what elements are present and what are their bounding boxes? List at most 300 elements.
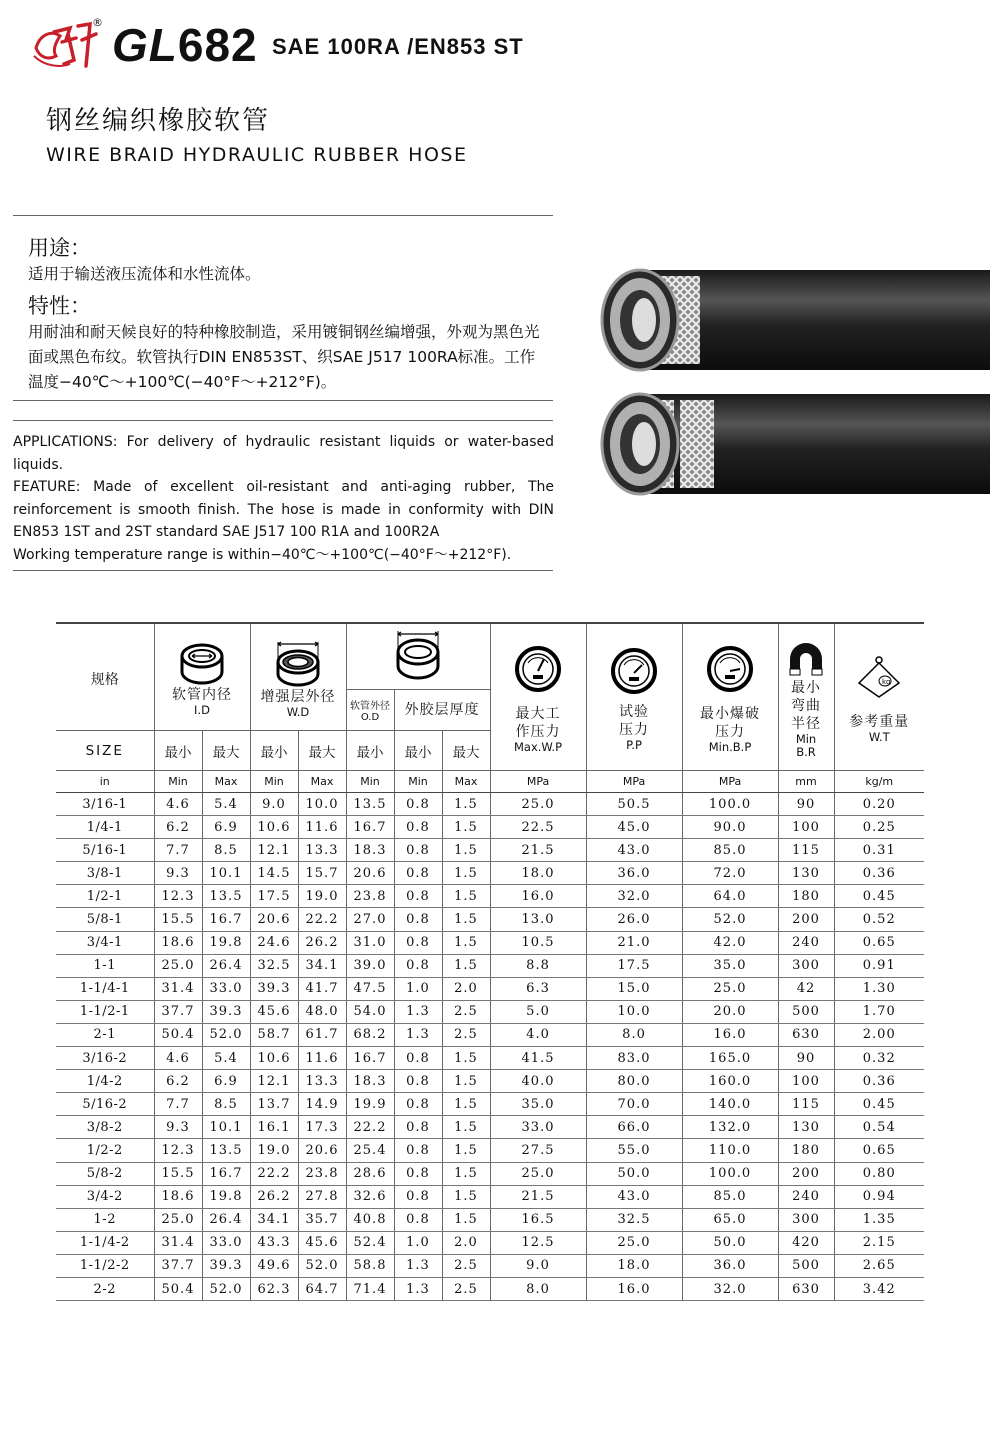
value-cell: 39.3 bbox=[250, 977, 298, 1000]
value-cell: 5.0 bbox=[490, 1000, 586, 1023]
value-cell: 65.0 bbox=[682, 1208, 778, 1231]
value-cell: 26.0 bbox=[586, 908, 682, 931]
value-cell: 0.20 bbox=[834, 793, 924, 816]
value-cell: 1.5 bbox=[442, 1162, 490, 1185]
table-row bbox=[56, 1023, 924, 1046]
value-cell: 2.5 bbox=[442, 1277, 490, 1300]
value-cell: 10.5 bbox=[490, 931, 586, 954]
value-cell: 27.5 bbox=[490, 1139, 586, 1162]
value-cell: 32.6 bbox=[346, 1185, 394, 1208]
svg-text:kg: kg bbox=[882, 677, 891, 686]
value-cell: 0.8 bbox=[394, 954, 442, 977]
value-cell: 26.4 bbox=[202, 1208, 250, 1231]
value-cell: 1.5 bbox=[442, 1139, 490, 1162]
value-cell: 1.5 bbox=[442, 839, 490, 862]
value-cell: 0.32 bbox=[834, 1047, 924, 1070]
value-cell: 23.8 bbox=[298, 1162, 346, 1185]
value-cell: 32.5 bbox=[250, 954, 298, 977]
unit-max: Max bbox=[442, 771, 490, 793]
value-cell: 100.0 bbox=[682, 1162, 778, 1185]
weight-icon bbox=[855, 655, 903, 699]
value-cell: 55.0 bbox=[586, 1139, 682, 1162]
value-cell: 0.31 bbox=[834, 839, 924, 862]
cover-min-header: 最小 bbox=[394, 731, 442, 771]
unit-min: Min bbox=[250, 771, 298, 793]
spec-cell: 1/4-2 bbox=[56, 1070, 154, 1093]
hose-image bbox=[600, 268, 990, 372]
title-chinese: 钢丝编织橡胶软管 bbox=[46, 106, 271, 136]
value-cell: 100.0 bbox=[682, 793, 778, 816]
value-cell: 1.5 bbox=[442, 1116, 490, 1139]
unit-in: in bbox=[56, 771, 154, 793]
value-cell: 72.0 bbox=[682, 862, 778, 885]
value-cell: 18.3 bbox=[346, 839, 394, 862]
value-cell: 58.7 bbox=[250, 1023, 298, 1046]
inner-diameter-header: 软管内径 I.D bbox=[154, 623, 250, 731]
wd-max-header: 最大 bbox=[298, 731, 346, 771]
value-cell: 180 bbox=[778, 885, 834, 908]
value-cell: 13.3 bbox=[298, 1070, 346, 1093]
value-cell: 6.9 bbox=[202, 1070, 250, 1093]
value-cell: 20.6 bbox=[250, 908, 298, 931]
spec-cell: 3/16-2 bbox=[56, 1047, 154, 1070]
value-cell: 32.0 bbox=[682, 1277, 778, 1300]
value-cell: 0.52 bbox=[834, 908, 924, 931]
table-row bbox=[56, 1231, 924, 1254]
applications-heading-cn: 用途： bbox=[28, 236, 91, 260]
value-cell: 300 bbox=[778, 1208, 834, 1231]
value-cell: 100 bbox=[778, 1070, 834, 1093]
value-cell: 64.7 bbox=[298, 1277, 346, 1300]
value-cell: 0.36 bbox=[834, 1070, 924, 1093]
value-cell: 43.0 bbox=[586, 839, 682, 862]
table-row bbox=[56, 862, 924, 885]
value-cell: 1.30 bbox=[834, 977, 924, 1000]
value-cell: 13.5 bbox=[346, 793, 394, 816]
table-row bbox=[56, 1047, 924, 1070]
value-cell: 32.0 bbox=[586, 885, 682, 908]
value-cell: 16.0 bbox=[490, 885, 586, 908]
od-min-header: 最小 bbox=[346, 731, 394, 771]
value-cell: 1.5 bbox=[442, 793, 490, 816]
header-row-units bbox=[56, 771, 924, 793]
divider bbox=[13, 215, 553, 216]
value-cell: 22.5 bbox=[490, 816, 586, 839]
value-cell: 20.0 bbox=[682, 1000, 778, 1023]
divider bbox=[13, 420, 553, 421]
value-cell: 1.5 bbox=[442, 885, 490, 908]
value-cell: 12.1 bbox=[250, 839, 298, 862]
value-cell: 62.3 bbox=[250, 1277, 298, 1300]
value-cell: 10.1 bbox=[202, 1116, 250, 1139]
value-cell: 1.0 bbox=[394, 1231, 442, 1254]
value-cell: 40.0 bbox=[490, 1070, 586, 1093]
table-row bbox=[56, 1162, 924, 1185]
value-cell: 19.0 bbox=[298, 885, 346, 908]
value-cell: 25.0 bbox=[586, 1231, 682, 1254]
spec-cell: 3/4-1 bbox=[56, 931, 154, 954]
value-cell: 54.0 bbox=[346, 1000, 394, 1023]
spec-cell: 5/16-1 bbox=[56, 839, 154, 862]
size-header: SIZE bbox=[56, 731, 154, 771]
value-cell: 420 bbox=[778, 1231, 834, 1254]
working-pressure-header: 最大工 作压力 Max.W.P bbox=[490, 623, 586, 771]
value-cell: 6.2 bbox=[154, 816, 202, 839]
value-cell: 1.5 bbox=[442, 1208, 490, 1231]
value-cell: 18.0 bbox=[490, 862, 586, 885]
value-cell: 28.6 bbox=[346, 1162, 394, 1185]
burst-pressure-header: 最小爆破 压力 Min.B.P bbox=[682, 623, 778, 771]
model-standard: SAE 100RA /EN853 ST bbox=[272, 34, 524, 59]
value-cell: 50.0 bbox=[682, 1231, 778, 1254]
value-cell: 9.3 bbox=[154, 1116, 202, 1139]
value-cell: 0.8 bbox=[394, 862, 442, 885]
value-cell: 9.0 bbox=[490, 1254, 586, 1277]
value-cell: 21.5 bbox=[490, 839, 586, 862]
weight-header: kg 参考重量 W.T bbox=[834, 623, 924, 771]
spec-cell: 2-1 bbox=[56, 1023, 154, 1046]
id-max-header: 最大 bbox=[202, 731, 250, 771]
spec-header: 规格 bbox=[56, 623, 154, 731]
table-row bbox=[56, 977, 924, 1000]
value-cell: 47.5 bbox=[346, 977, 394, 1000]
divider bbox=[13, 570, 553, 571]
value-cell: 6.9 bbox=[202, 816, 250, 839]
value-cell: 27.0 bbox=[346, 908, 394, 931]
value-cell: 43.3 bbox=[250, 1231, 298, 1254]
value-cell: 20.6 bbox=[298, 1139, 346, 1162]
value-cell: 39.0 bbox=[346, 954, 394, 977]
value-cell: 26.2 bbox=[298, 931, 346, 954]
value-cell: 50.0 bbox=[586, 1162, 682, 1185]
value-cell: 0.8 bbox=[394, 1162, 442, 1185]
value-cell: 25.0 bbox=[154, 1208, 202, 1231]
value-cell: 45.0 bbox=[586, 816, 682, 839]
table-row bbox=[56, 1139, 924, 1162]
value-cell: 0.8 bbox=[394, 1185, 442, 1208]
value-cell: 1.5 bbox=[442, 816, 490, 839]
value-cell: 115 bbox=[778, 839, 834, 862]
value-cell: 40.8 bbox=[346, 1208, 394, 1231]
spec-cell: 3/8-2 bbox=[56, 1116, 154, 1139]
value-cell: 48.0 bbox=[298, 1000, 346, 1023]
bend-radius-header: 最小 弯曲 半径 Min B.R bbox=[778, 623, 834, 771]
value-cell: 58.8 bbox=[346, 1254, 394, 1277]
table-row bbox=[56, 931, 924, 954]
value-cell: 2.0 bbox=[442, 1231, 490, 1254]
value-cell: 7.7 bbox=[154, 839, 202, 862]
value-cell: 15.0 bbox=[586, 977, 682, 1000]
divider bbox=[13, 400, 553, 401]
value-cell: 11.6 bbox=[298, 816, 346, 839]
value-cell: 110.0 bbox=[682, 1139, 778, 1162]
value-cell: 36.0 bbox=[586, 862, 682, 885]
value-cell: 41.5 bbox=[490, 1047, 586, 1070]
value-cell: 68.2 bbox=[346, 1023, 394, 1046]
value-cell: 50.4 bbox=[154, 1023, 202, 1046]
value-cell: 19.0 bbox=[250, 1139, 298, 1162]
pressure-gauge-icon bbox=[610, 647, 658, 695]
value-cell: 15.5 bbox=[154, 908, 202, 931]
value-cell: 0.8 bbox=[394, 1116, 442, 1139]
bend-radius-magnet-icon bbox=[784, 639, 828, 679]
value-cell: 0.80 bbox=[834, 1162, 924, 1185]
value-cell: 17.3 bbox=[298, 1116, 346, 1139]
value-cell: 0.91 bbox=[834, 954, 924, 977]
value-cell: 70.0 bbox=[586, 1093, 682, 1116]
value-cell: 0.8 bbox=[394, 793, 442, 816]
value-cell: 33.0 bbox=[202, 977, 250, 1000]
value-cell: 2.5 bbox=[442, 1000, 490, 1023]
value-cell: 16.7 bbox=[202, 908, 250, 931]
value-cell: 0.36 bbox=[834, 862, 924, 885]
unit-min: Min bbox=[154, 771, 202, 793]
wire-diameter-icon bbox=[273, 640, 323, 688]
value-cell: 49.6 bbox=[250, 1254, 298, 1277]
table-row bbox=[56, 954, 924, 977]
value-cell: 12.3 bbox=[154, 885, 202, 908]
value-cell: 16.1 bbox=[250, 1116, 298, 1139]
value-cell: 1.3 bbox=[394, 1254, 442, 1277]
spec-cell: 1-1/4-2 bbox=[56, 1231, 154, 1254]
value-cell: 37.7 bbox=[154, 1254, 202, 1277]
value-cell: 80.0 bbox=[586, 1070, 682, 1093]
value-cell: 9.3 bbox=[154, 862, 202, 885]
table-row bbox=[56, 839, 924, 862]
value-cell: 23.8 bbox=[346, 885, 394, 908]
value-cell: 10.1 bbox=[202, 862, 250, 885]
spec-table bbox=[56, 622, 924, 1301]
value-cell: 45.6 bbox=[298, 1231, 346, 1254]
value-cell: 200 bbox=[778, 1162, 834, 1185]
value-cell: 19.8 bbox=[202, 1185, 250, 1208]
value-cell: 85.0 bbox=[682, 839, 778, 862]
temperature-text-en: Working temperature range is within−40℃～+100℃(−40°F～+212°F). bbox=[13, 546, 512, 563]
value-cell: 90 bbox=[778, 793, 834, 816]
value-cell: 0.25 bbox=[834, 816, 924, 839]
value-cell: 200 bbox=[778, 908, 834, 931]
table-row bbox=[56, 1277, 924, 1300]
value-cell: 160.0 bbox=[682, 1070, 778, 1093]
outer-diameter-header: 软管外径 O.D 外胶层厚度 bbox=[346, 623, 490, 731]
spec-cell: 1-1 bbox=[56, 954, 154, 977]
value-cell: 52.0 bbox=[682, 908, 778, 931]
spec-cell: 2-2 bbox=[56, 1277, 154, 1300]
value-cell: 140.0 bbox=[682, 1093, 778, 1116]
value-cell: 35.0 bbox=[490, 1093, 586, 1116]
unit-mpa: MPa bbox=[586, 771, 682, 793]
value-cell: 180 bbox=[778, 1139, 834, 1162]
value-cell: 5.4 bbox=[202, 1047, 250, 1070]
value-cell: 12.5 bbox=[490, 1231, 586, 1254]
value-cell: 71.4 bbox=[346, 1277, 394, 1300]
value-cell: 0.8 bbox=[394, 1093, 442, 1116]
value-cell: 1.5 bbox=[442, 1093, 490, 1116]
value-cell: 8.8 bbox=[490, 954, 586, 977]
registered-mark: ® bbox=[92, 16, 103, 29]
value-cell: 13.7 bbox=[250, 1093, 298, 1116]
value-cell: 10.6 bbox=[250, 1047, 298, 1070]
value-cell: 15.5 bbox=[154, 1162, 202, 1185]
outer-diameter-icon bbox=[392, 628, 444, 684]
spec-cell: 1-1/2-2 bbox=[56, 1254, 154, 1277]
table-row bbox=[56, 793, 924, 816]
value-cell: 1.3 bbox=[394, 1000, 442, 1023]
value-cell: 66.0 bbox=[586, 1116, 682, 1139]
value-cell: 16.7 bbox=[346, 1047, 394, 1070]
table-row bbox=[56, 1093, 924, 1116]
value-cell: 2.5 bbox=[442, 1254, 490, 1277]
value-cell: 83.0 bbox=[586, 1047, 682, 1070]
value-cell: 41.7 bbox=[298, 977, 346, 1000]
value-cell: 2.65 bbox=[834, 1254, 924, 1277]
value-cell: 1.5 bbox=[442, 862, 490, 885]
value-cell: 12.1 bbox=[250, 1070, 298, 1093]
table-row bbox=[56, 1070, 924, 1093]
value-cell: 1.3 bbox=[394, 1023, 442, 1046]
value-cell: 20.6 bbox=[346, 862, 394, 885]
value-cell: 115 bbox=[778, 1093, 834, 1116]
value-cell: 2.0 bbox=[442, 977, 490, 1000]
value-cell: 12.3 bbox=[154, 1139, 202, 1162]
value-cell: 300 bbox=[778, 954, 834, 977]
model-number: GL682 bbox=[112, 19, 258, 71]
value-cell: 7.7 bbox=[154, 1093, 202, 1116]
wd-min-header: 最小 bbox=[250, 731, 298, 771]
value-cell: 6.3 bbox=[490, 977, 586, 1000]
spec-cell: 5/16-2 bbox=[56, 1093, 154, 1116]
value-cell: 50.5 bbox=[586, 793, 682, 816]
value-cell: 1.70 bbox=[834, 1000, 924, 1023]
value-cell: 10.0 bbox=[586, 1000, 682, 1023]
spec-cell: 1-1/4-1 bbox=[56, 977, 154, 1000]
value-cell: 0.94 bbox=[834, 1185, 924, 1208]
value-cell: 37.7 bbox=[154, 1000, 202, 1023]
value-cell: 0.8 bbox=[394, 908, 442, 931]
english-description bbox=[13, 431, 554, 566]
unit-max: Max bbox=[202, 771, 250, 793]
value-cell: 17.5 bbox=[586, 954, 682, 977]
value-cell: 6.2 bbox=[154, 1070, 202, 1093]
proof-pressure-header: 试验 压力 P.P bbox=[586, 623, 682, 771]
value-cell: 31.4 bbox=[154, 1231, 202, 1254]
unit-mpa: MPa bbox=[490, 771, 586, 793]
value-cell: 21.0 bbox=[586, 931, 682, 954]
unit-mm: mm bbox=[778, 771, 834, 793]
value-cell: 132.0 bbox=[682, 1116, 778, 1139]
table-row bbox=[56, 1000, 924, 1023]
value-cell: 22.2 bbox=[298, 908, 346, 931]
value-cell: 16.7 bbox=[346, 816, 394, 839]
value-cell: 1.5 bbox=[442, 1185, 490, 1208]
value-cell: 2.00 bbox=[834, 1023, 924, 1046]
value-cell: 0.8 bbox=[394, 885, 442, 908]
value-cell: 50.4 bbox=[154, 1277, 202, 1300]
table-row bbox=[56, 1208, 924, 1231]
value-cell: 16.7 bbox=[202, 1162, 250, 1185]
table-row bbox=[56, 1116, 924, 1139]
value-cell: 25.0 bbox=[682, 977, 778, 1000]
value-cell: 13.0 bbox=[490, 908, 586, 931]
value-cell: 13.3 bbox=[298, 839, 346, 862]
value-cell: 25.4 bbox=[346, 1139, 394, 1162]
value-cell: 16.0 bbox=[682, 1023, 778, 1046]
value-cell: 4.0 bbox=[490, 1023, 586, 1046]
header-row-icons bbox=[56, 623, 924, 731]
value-cell: 2.15 bbox=[834, 1231, 924, 1254]
value-cell: 4.6 bbox=[154, 1047, 202, 1070]
value-cell: 16.0 bbox=[586, 1277, 682, 1300]
spec-cell: 3/16-1 bbox=[56, 793, 154, 816]
value-cell: 25.0 bbox=[154, 954, 202, 977]
features-heading-cn: 特性： bbox=[28, 294, 91, 318]
value-cell: 0.8 bbox=[394, 839, 442, 862]
unit-mpa: MPa bbox=[682, 771, 778, 793]
value-cell: 100 bbox=[778, 816, 834, 839]
value-cell: 1.5 bbox=[442, 931, 490, 954]
value-cell: 34.1 bbox=[250, 1208, 298, 1231]
value-cell: 22.2 bbox=[250, 1162, 298, 1185]
unit-min: Min bbox=[394, 771, 442, 793]
value-cell: 35.0 bbox=[682, 954, 778, 977]
features-text-cn: 用耐油和耐天候良好的特种橡胶制造，采用镀铜钢丝编增强，外观为黑色光面或黑色布纹。软管执行DIN EN853ST、织SAE J517 100RA标准。工作温度−40℃～+100℃(−40°F～+212°F)。 bbox=[28, 323, 540, 391]
unit-kg-m: kg/m bbox=[834, 771, 924, 793]
value-cell: 64.0 bbox=[682, 885, 778, 908]
spec-cell: 5/8-2 bbox=[56, 1162, 154, 1185]
spec-cell: 1/2-1 bbox=[56, 885, 154, 908]
value-cell: 500 bbox=[778, 1254, 834, 1277]
value-cell: 18.6 bbox=[154, 1185, 202, 1208]
wire-diameter-header: 增强层外径 W.D bbox=[250, 623, 346, 731]
value-cell: 130 bbox=[778, 862, 834, 885]
value-cell: 13.5 bbox=[202, 1139, 250, 1162]
table-row bbox=[56, 816, 924, 839]
value-cell: 10.0 bbox=[298, 793, 346, 816]
value-cell: 8.5 bbox=[202, 839, 250, 862]
value-cell: 0.45 bbox=[834, 885, 924, 908]
value-cell: 1.0 bbox=[394, 977, 442, 1000]
pressure-gauge-icon bbox=[706, 645, 754, 693]
value-cell: 240 bbox=[778, 931, 834, 954]
value-cell: 26.4 bbox=[202, 954, 250, 977]
value-cell: 35.7 bbox=[298, 1208, 346, 1231]
value-cell: 24.6 bbox=[250, 931, 298, 954]
value-cell: 45.6 bbox=[250, 1000, 298, 1023]
value-cell: 10.6 bbox=[250, 816, 298, 839]
value-cell: 1.3 bbox=[394, 1277, 442, 1300]
feature-text-en: FEATURE: Made of excellent oil-resistant and anti-aging rubber, The reinforcement is smooth finish. The hose is made in conformity with DIN EN853 1ST and 2ST standard SAE J517 100 R1A and 100R2A bbox=[13, 479, 554, 540]
value-cell: 27.8 bbox=[298, 1185, 346, 1208]
value-cell: 39.3 bbox=[202, 1254, 250, 1277]
value-cell: 36.0 bbox=[682, 1254, 778, 1277]
value-cell: 9.0 bbox=[250, 793, 298, 816]
value-cell: 1.5 bbox=[442, 908, 490, 931]
value-cell: 33.0 bbox=[490, 1116, 586, 1139]
value-cell: 85.0 bbox=[682, 1185, 778, 1208]
value-cell: 52.0 bbox=[298, 1254, 346, 1277]
spec-cell: 1-2 bbox=[56, 1208, 154, 1231]
value-cell: 1.5 bbox=[442, 954, 490, 977]
hose-image bbox=[600, 392, 990, 496]
value-cell: 19.8 bbox=[202, 931, 250, 954]
value-cell: 25.0 bbox=[490, 1162, 586, 1185]
value-cell: 0.8 bbox=[394, 1047, 442, 1070]
unit-max: Max bbox=[298, 771, 346, 793]
value-cell: 8.5 bbox=[202, 1093, 250, 1116]
value-cell: 31.0 bbox=[346, 931, 394, 954]
spec-cell: 5/8-1 bbox=[56, 908, 154, 931]
value-cell: 18.6 bbox=[154, 931, 202, 954]
